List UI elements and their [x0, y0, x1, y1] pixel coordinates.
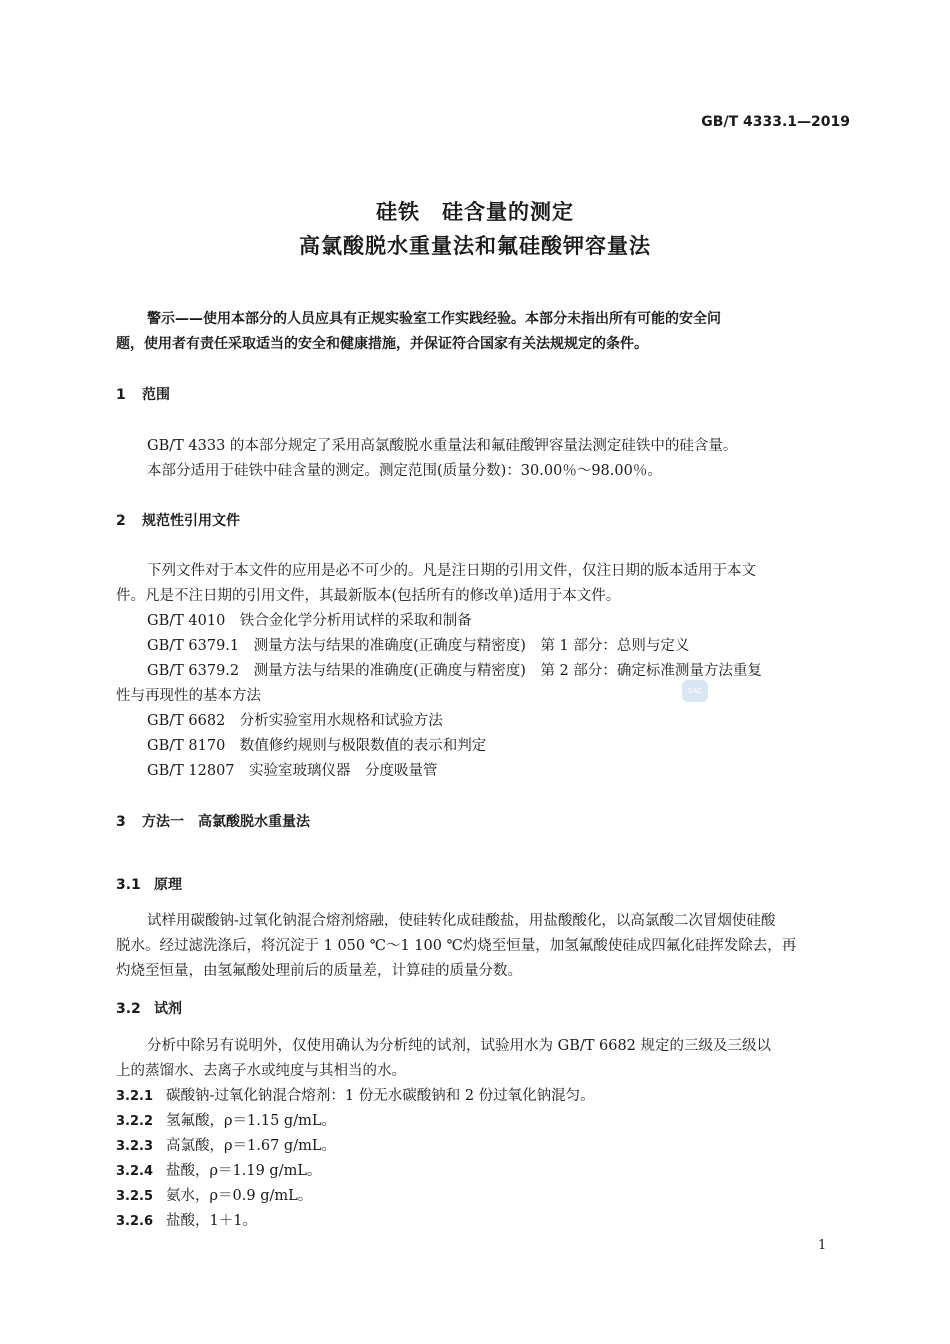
sac-watermark: SAC	[682, 680, 708, 702]
clause-number: 3.2.1	[116, 1089, 154, 1104]
section-2-heading	[116, 510, 240, 530]
clause-number: 3.2.4	[116, 1164, 154, 1179]
clause-text: 盐酸，ρ＝1.19 g/mL。	[166, 1163, 322, 1179]
clause-number: 3.2.6	[116, 1214, 154, 1229]
section-number: 3	[116, 814, 126, 830]
section-3-1-heading	[116, 874, 182, 894]
section-number: 3.2	[116, 1001, 141, 1017]
section-1-paragraph-1: GB/T 4333 的本部分规定了采用高氯酸脱水重量法和氟硅酸钾容量法测定硅铁中的硅含量。	[147, 438, 738, 454]
clause-number: 3.2.3	[116, 1139, 154, 1154]
reagent-item	[116, 1184, 312, 1205]
section-number: 2	[116, 513, 126, 529]
reagents-intro-line-1: 分析中除另有说明外，仅使用确认为分析纯的试剂，试验用水为 GB/T 6682 规定的三级及三级以	[147, 1038, 772, 1054]
section-1-heading	[116, 384, 170, 404]
section-title: 范围	[142, 387, 170, 403]
section-number: 3.1	[116, 877, 141, 893]
section-1-paragraph-2: 本部分适用于硅铁中硅含量的测定。测定范围(质量分数)：30.00％～98.00％。	[147, 463, 662, 479]
title-line-1: 硅铁 硅含量的测定	[376, 200, 574, 224]
section-title: 方法一 高氯酸脱水重量法	[142, 814, 310, 830]
section-3-heading	[116, 811, 310, 831]
reagent-item	[116, 1209, 257, 1230]
clause-number: 3.2.2	[116, 1114, 154, 1129]
reagent-item	[116, 1109, 336, 1130]
clause-text: 盐酸，1＋1。	[166, 1213, 257, 1229]
section-number: 1	[116, 387, 126, 403]
reference-item: GB/T 6379.1 测量方法与结果的准确度(正确度与精密度) 第 1 部分：总则与定义	[147, 638, 690, 654]
reference-item: GB/T 12807 实验室玻璃仪器 分度吸量管	[147, 763, 438, 779]
clause-text: 氢氟酸，ρ＝1.15 g/mL。	[166, 1113, 336, 1129]
section-title: 规范性引用文件	[142, 513, 240, 529]
principle-line-2: 脱水。经过滤洗涤后，将沉淀于 1 050 ℃～1 100 ℃灼烧至恒量，加氢氟酸使硅成四氟化硅挥发除去，再	[116, 938, 797, 954]
reagent-item	[116, 1134, 336, 1155]
clause-text: 氨水，ρ＝0.9 g/mL。	[166, 1188, 313, 1204]
reference-item: GB/T 6379.2 测量方法与结果的准确度(正确度与精密度) 第 2 部分：确定标准测量方法重复	[147, 663, 762, 679]
principle-line-1: 试样用碳酸钠-过氧化钠混合熔剂熔融，使硅转化成硅酸盐，用盐酸酸化，以高氯酸二次冒烟使硅酸	[147, 913, 776, 929]
section-2-intro-line-1: 下列文件对于本文件的应用是必不可少的。凡是注日期的引用文件，仅注日期的版本适用于本文	[147, 563, 756, 579]
clause-number: 3.2.5	[116, 1189, 154, 1204]
section-2-intro-line-2: 件。凡是不注日期的引用文件，其最新版本(包括所有的修改单)适用于本文件。	[116, 588, 621, 604]
reference-item: GB/T 4010 铁合金化学分析用试样的采取和制备	[147, 613, 472, 629]
page-number: 1	[818, 1238, 827, 1253]
clause-text: 高氯酸，ρ＝1.67 g/mL。	[166, 1138, 336, 1154]
principle-line-3: 灼烧至恒量，由氢氟酸处理前后的质量差，计算硅的质量分数。	[116, 963, 522, 979]
reagent-item	[116, 1159, 321, 1180]
reference-item-continuation: 性与再现性的基本方法	[116, 688, 261, 704]
warning-line-2: 题，使用者有责任采取适当的安全和健康措施，并保证符合国家有关法规规定的条件。	[116, 336, 648, 352]
reference-item: GB/T 6682 分析实验室用水规格和试验方法	[147, 713, 443, 729]
section-title: 原理	[154, 877, 182, 893]
reagents-intro-line-2: 上的蒸馏水、去离子水或纯度与其相当的水。	[116, 1063, 406, 1079]
warning-line-1: 警示——使用本部分的人员应具有正规实验室工作实践经验。本部分未指出所有可能的安全问	[147, 311, 721, 327]
section-title: 试剂	[154, 1001, 182, 1017]
title-line-2: 高氯酸脱水重量法和氟硅酸钾容量法	[299, 234, 651, 258]
standard-number: GB/T 4333.1—2019	[701, 114, 850, 130]
reference-item: GB/T 8170 数值修约规则与极限数值的表示和判定	[147, 738, 487, 754]
section-3-2-heading	[116, 998, 182, 1018]
clause-text: 碳酸钠-过氧化钠混合熔剂：1 份无水碳酸钠和 2 份过氧化钠混匀。	[166, 1088, 595, 1104]
reagent-item	[116, 1084, 595, 1105]
